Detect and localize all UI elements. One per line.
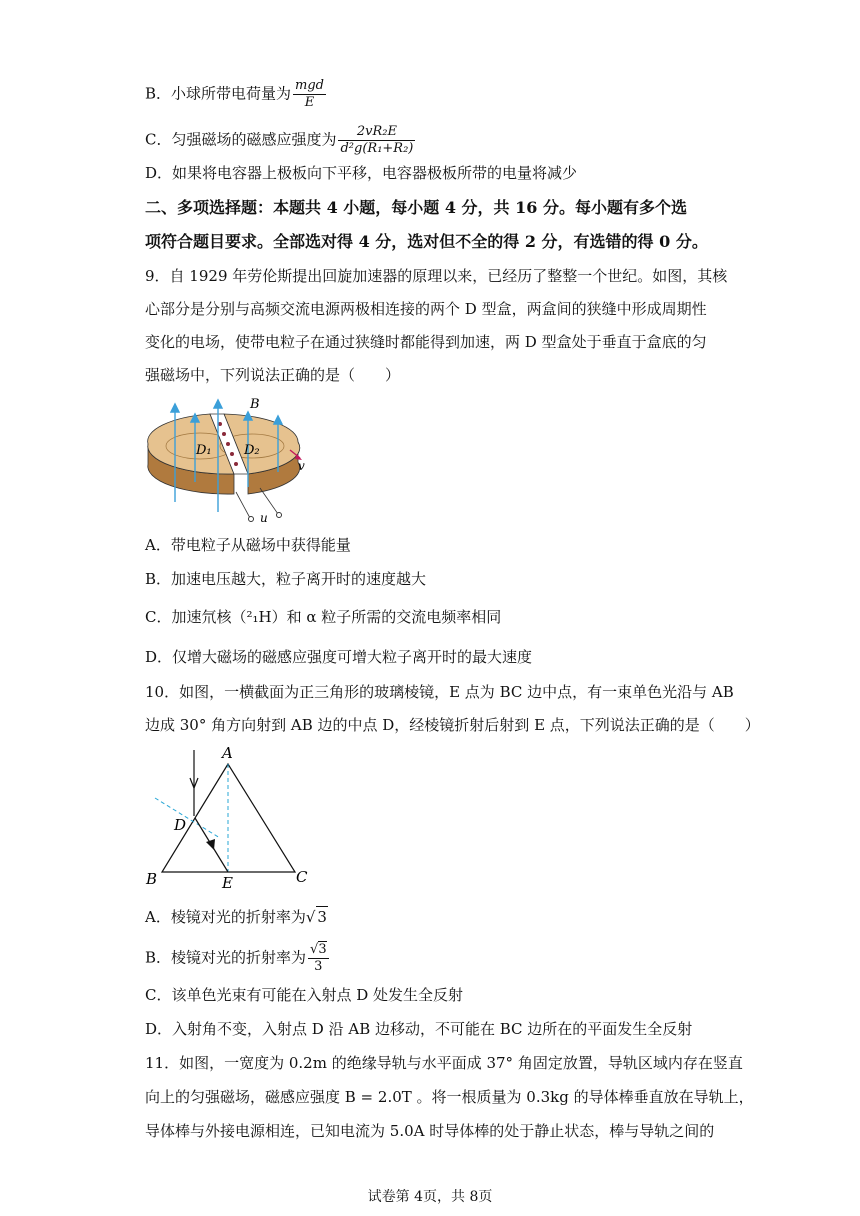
q10-option-c: C．该单色光束有可能在入射点 D 处发生全反射 [145,986,464,1004]
q11-text-line: 导体棒与外接电源相连，已知电流为 5.0A 时导体棒的处于静止状态，棒与导轨之间的 [145,1122,715,1140]
q8-option-c [145,124,415,157]
radicand: 3 [317,908,327,926]
q9-text-line: 强磁场中，下列说法正确的是（ ） [145,366,401,384]
q9-option-a: A．带电粒子从磁场中获得能量 [145,536,351,554]
fraction-numerator: 2vR₂E [338,124,415,141]
q10-option-b [145,942,329,975]
q9-text-line: 变化的电场，使带电粒子在通过狭缝时都能得到加速，两 D 型盒处于垂直于盒底的匀 [145,333,707,351]
q9-text-line: 心部分是分别与高频交流电源两极相连接的两个 D 型盒，两盒间的狭缝中形成周期性 [145,300,707,318]
figure-label-b: B [146,870,158,888]
fraction-denominator: E [304,95,315,110]
prism-figure [140,742,320,892]
cyclotron-figure [140,392,320,527]
q11-text-line: 11．如图，一宽度为 0.2m 的绝缘导轨与水平面成 37° 角固定放置，导轨区域内存在竖直 [145,1054,743,1072]
figure-label-v: v [298,459,305,473]
q10-option-a: A．棱镜对光的折射率为√ 3 [145,908,327,926]
q10-option-a-text: A．棱镜对光的折射率为 [145,908,306,926]
fraction-denominator: 3 [314,959,323,974]
q10-text-line: 边成 30° 角方向射到 AB 边的中点 D，经棱镜折射后射到 E 点，下列说法正确的是（ ） [145,716,760,734]
q10-option-d: D．入射角不变，入射点 D 沿 AB 边移动，不可能在 BC 边所在的平面发生全反射 [145,1020,693,1038]
q9-option-b: B．加速电压越大，粒子离开时的速度越大 [145,570,427,588]
fraction-numerator: mgd [295,78,325,93]
figure-label-c: C [296,868,308,886]
q10-option-b-text: B．棱镜对光的折射率为 [145,948,307,967]
q10-text-line: 10．如图，一横截面为正三角形的玻璃棱镜，E 点为 BC 边中点，有一束单色光沿与 AB [145,683,734,701]
figure-label-d1: D₁ [196,443,212,458]
q9-option-c: C．加速氘核（²₁H）和 α 粒子所需的交流电频率相同 [145,608,502,626]
q9-option-d: D．仅增大磁场的磁感应强度可增大粒子离开时的最大速度 [145,648,533,666]
fraction-numerator: 3 [318,942,327,957]
page-footer: 试卷第 4页，共 8页 [367,1189,493,1205]
q8-option-b-text: B．小球所带电荷量为 [145,84,292,103]
fraction-denominator: d²g(R₁+R₂) [340,141,414,156]
q9-text-line: 9．自 1929 年劳伦斯提出回旋加速器的原理以来，已经历了整整一个世纪。如图，其核 [145,267,728,285]
q10-option-b-fraction: $\frac{√3}{3}$ [310,942,327,974]
q8-option-b [145,78,326,111]
q8-option-c-fraction [338,124,415,157]
figure-label-a: A [222,744,233,762]
q8-option-d: D．如果将电容器上极板向下平移，电容器极板所带的电量将减少 [145,164,578,182]
q8-option-b-fraction [293,78,326,111]
figure-label-b: B [250,397,260,412]
q11-text-line: 向上的匀强磁场，磁感应强度 B = 2.0T 。将一根质量为 0.3kg 的导体棒垂直放在导轨上， [145,1088,754,1106]
section2-header-line2: 项符合题目要求。全部选对得 4 分，选对但不全的得 2 分，有选错的得 0 分。 [145,232,708,251]
section2-header-line1: 二、多项选择题：本题共 4 小题，每小题 4 分，共 16 分。每小题有多个选 [145,198,687,217]
figure-label-e: E [222,874,233,892]
q8-option-c-text: C．匀强磁场的磁感应强度为 [145,130,337,149]
figure-label-u: u [260,511,268,525]
figure-label-d2: D₂ [244,443,260,458]
figure-label-d: D [174,816,187,834]
